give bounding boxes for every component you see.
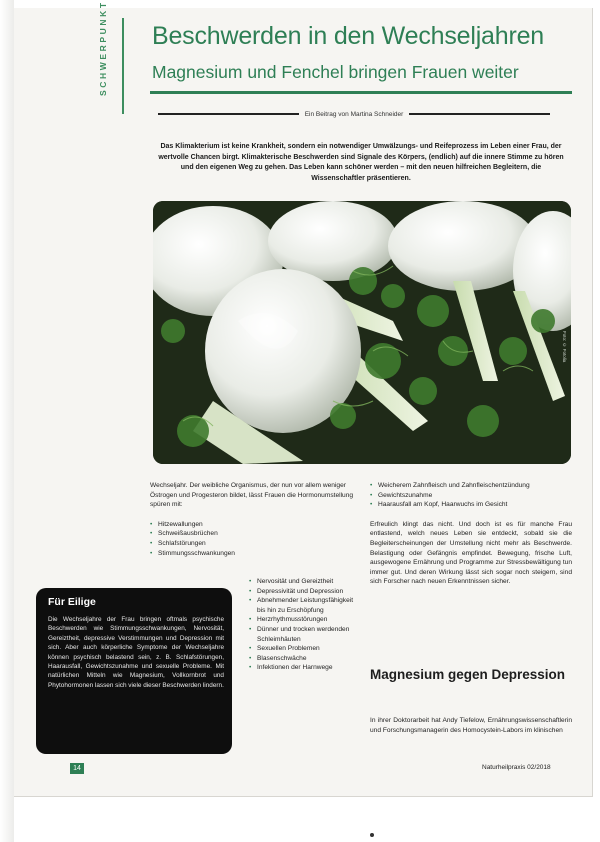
list-item: • Infektionen der Harnwege [249, 663, 357, 673]
photo-credit: Foto: © Fotolia [562, 331, 567, 363]
col1-bullet-list [150, 520, 372, 558]
col3-bullet-list [370, 481, 572, 510]
byline-row [158, 108, 550, 120]
list-item: • Gewichtszunahme [370, 491, 572, 501]
scan-left-edge [0, 0, 14, 842]
column-1 [150, 481, 372, 558]
page-number: 14 [70, 763, 84, 774]
title-underline [150, 91, 572, 94]
fennel-photo [153, 201, 571, 464]
column-3 [370, 481, 572, 587]
info-box-text: Die Wechseljahre der Frau bringen oftmals psychische Beschwerden wie Stimmungsschwankungen, Nervosität, Gereiztheit, depressive Verstimmungen und Depression mit sich. Aber auch körperliche Symptome der Wechseljahre können psychisch belastend sein, z. B. Schlafstörungen, Haarausfall, Gewichtszunahme und sexuelle Probleme. Mit natürlichen Mitteln wie Magnesium, Vollkornbrot und Phytohormonen lassen sich viele dieser Beschwerden lindern. [48, 616, 224, 689]
intro-paragraph: Das Klimakterium ist keine Krankheit, sondern ein notwendiger Umwälzungs- und Reifeprozess im Leben einer Frau, der wertvolle Chancen birgt. Klimakterische Beschwerden sind Signale des Körpers, (endlich) auf die innere Stimme zu hören und den eigenen Weg zu gehen. Das Leben kann schöner werden – mit den neuen hilfreichen Begleitern, die Wissenschaftler präsentieren. [158, 143, 564, 182]
info-box-title: Für Eilige [48, 596, 96, 608]
section-label: SCHWERPUNKT [98, 0, 108, 96]
info-box [36, 588, 232, 754]
list-item: • Haarausfall am Kopf, Haarwuchs im Gesicht [370, 500, 572, 510]
list-item: • Depressivität und Depression [249, 587, 357, 597]
fennel-illustration [153, 201, 571, 464]
list-item: • Abnehmender Leistungsfähigkeit bis hin zu Erschöpfung [249, 596, 357, 615]
article-title: Beschwerden in den Wechseljahren [152, 22, 544, 50]
list-item: • Sexuellen Problemen [249, 644, 357, 654]
col3-paragraph-2: In ihrer Doktorarbeit hat Andy Tiefelow, Ernährungswissenschaftlerin und Forschungsmanagerin des Homocystein-Labors im klinischen [370, 717, 572, 734]
footer-issue: Naturheilpraxis 02/2018 [482, 764, 551, 771]
col1-paragraph: Wechseljahr. Der weibliche Organismus, der nun vor allem weniger Östrogen und Progesteron bildet, lässt Frauen die Hormonumstellung spüren mit: [150, 482, 354, 509]
list-item: • Weicherem Zahnfleisch und Zahnfleischentzündung [370, 481, 572, 491]
byline-rule-right [409, 113, 550, 115]
list-item: • Blasenschwäche [249, 654, 357, 664]
col3-paragraph: Erfreulich klingt das nicht. Und doch ist es für manche Frau entlastend, welch neues Leben sie entdeckt, sobald sie die Begleiterscheinungen der Umstellung nicht mehr als Beschwerde. Belastigung oder Gefängnis empfindet. Bewegung, frische Luft, ausgewogene Ernährung und Programme zur Stressbewältigung tun immer gut. Und deren Wirkung lässt sich sogar noch steigern, sind sich Forscher nach neuen Erkenntnissen sicher. [370, 520, 572, 586]
list-item: • Hitzewallungen [150, 520, 372, 530]
col2-bullet-list [249, 577, 357, 673]
list-item: • Nervosität und Gereiztheit [249, 577, 357, 587]
list-item: • Schlafstörungen [150, 539, 372, 549]
list-item: • Herzrhythmusstörungen [249, 615, 357, 625]
byline: Ein Beitrag von Martina Schneider [304, 110, 404, 118]
scan-dot [370, 833, 374, 837]
section-rule [122, 18, 124, 114]
column-2 [249, 577, 357, 673]
list-item: • Dünner und trocken werdenden Schleimhäuten [249, 625, 357, 644]
section-heading: Magnesium gegen Depression [370, 667, 566, 682]
byline-rule-left [158, 113, 299, 115]
article-subtitle: Magnesium und Fenchel bringen Frauen weiter [152, 62, 519, 82]
list-item: • Stimmungsschwankungen [150, 549, 372, 559]
list-item: • Schweißausbrüchen [150, 529, 372, 539]
